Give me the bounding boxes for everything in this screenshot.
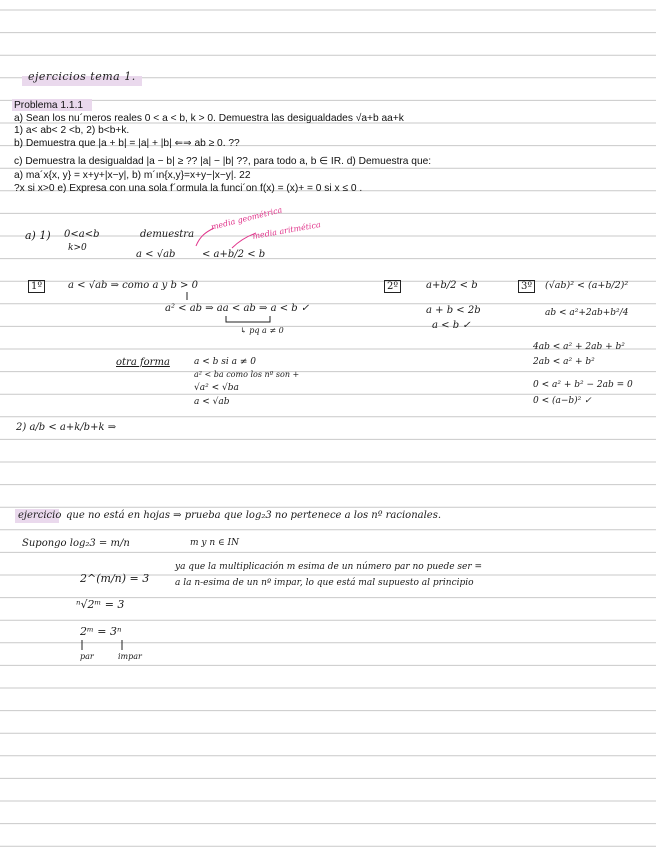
step-3-line-3: 4ab < a² + 2ab + b² (533, 342, 625, 352)
problem-line-6: ?x si x>0 e) Expresa con una sola f´ormula la funci´on f(x) = (x)+ = 0 si x ≤ 0 . (14, 183, 363, 194)
conclusion-line-2: a la n-esima de un nº impar, lo que está mal supuesto al principio (175, 578, 474, 588)
power-equation-1: 2^(m/n) = 3 (80, 572, 150, 585)
brace-bracket (226, 316, 270, 322)
step-2-line-1: a+b/2 < b (426, 280, 478, 291)
step-3-line-1: (√ab)² < (a+b/2)² (545, 280, 629, 291)
step-2-line-3: a < b ✓ (432, 320, 471, 331)
page-title: ejercicios tema 1. (28, 70, 136, 83)
media-aritmetica-note: media aritmética (251, 220, 322, 241)
ineq-mid: < a+b/2 < b (202, 249, 266, 260)
step-2-line-2: a + b < 2b (426, 305, 481, 316)
otra-forma-line-2: a² < ba como los nº son + (194, 370, 300, 379)
pink-arrow-ari (232, 233, 256, 248)
a1-condition-2: k>0 (68, 243, 87, 253)
step-1-line-2: a² < ab ⇒ aa < ab ⇒ a < b ✓ (165, 303, 310, 314)
a1-label: a) 1) (25, 229, 51, 242)
par-label: par (80, 652, 94, 661)
demuestra-word: demuestra (140, 229, 195, 240)
step-3-line-6: 0 < (a−b)² ✓ (533, 396, 592, 406)
problem-line-2: 1) a< ab< 2 <b, 2) b<b+k. (14, 125, 130, 136)
ejercicio-label: ejercicio (18, 510, 62, 521)
problem-line-3: b) Demuestra que |a + b| = |a| + |b| ⇐⇒ ab ≥ 0. ?? (14, 138, 240, 149)
otra-forma-line-4: a < √ab (194, 397, 230, 407)
otra-forma-line-1: a < b si a ≠ 0 (194, 357, 256, 367)
step-3-line-5: 0 < a² + b² − 2ab = 0 (533, 380, 633, 390)
conclusion-line-1: ya que la multiplicación m esima de un número par no puede ser = (175, 562, 483, 572)
problem-heading: Problema 1.1.1 (14, 100, 84, 111)
media-geometrica-note: media geométrica (209, 205, 284, 232)
step-1-line-3: ↳ pq a ≠ 0 (240, 326, 284, 335)
step-3-box: 3º (518, 280, 535, 293)
step-1-box: 1º (28, 280, 45, 293)
problem-line-4: c) Demuestra la desigualdad |a − b| ≥ ?? |a| − |b| ??, para todo a, b ∈ IR. d) Demuestra que: (14, 156, 432, 167)
ineq-left: a < √ab (136, 249, 176, 260)
step-3-line-2: ab < a²+2ab+b²/4 (545, 308, 629, 318)
step-2-box: 2º (384, 280, 401, 293)
step-1-line-1: a < √ab ⇒ como a y b > 0 (68, 280, 198, 291)
ejercicio-text: que no está en hojas ⇒ prueba que log₂3 no pertenece a los nº racionales. (66, 510, 442, 521)
problem-line-1: a) Sean los nu´meros reales 0 < a < b, k > 0. Demuestra las desigualdades √a+b aa+k (14, 113, 404, 124)
power-equation-2: ⁿ√2ᵐ = 3 (76, 598, 125, 611)
impar-label: impar (118, 652, 142, 661)
problem-line-5: a) ma´x{x, y} = x+y+|x−y|, b) m´ın{x,y}=x+y−|x−y|. 22 (14, 170, 251, 181)
m-n-naturals: m y n ∈ IN (190, 538, 239, 548)
supongo-line: Supongo log₂3 = m/n (22, 538, 130, 549)
pink-arrow-geo (196, 228, 214, 246)
power-equation-3: 2ᵐ = 3ⁿ (80, 625, 122, 638)
step-3-line-4: 2ab < a² + b² (533, 357, 595, 367)
a1-condition-1: 0<a<b (64, 229, 100, 240)
otra-forma-label: otra forma (116, 357, 170, 368)
a2-line: 2) a/b < a+k/b+k ⇒ (16, 422, 117, 433)
otra-forma-line-3: √a² < √ba (194, 383, 239, 393)
